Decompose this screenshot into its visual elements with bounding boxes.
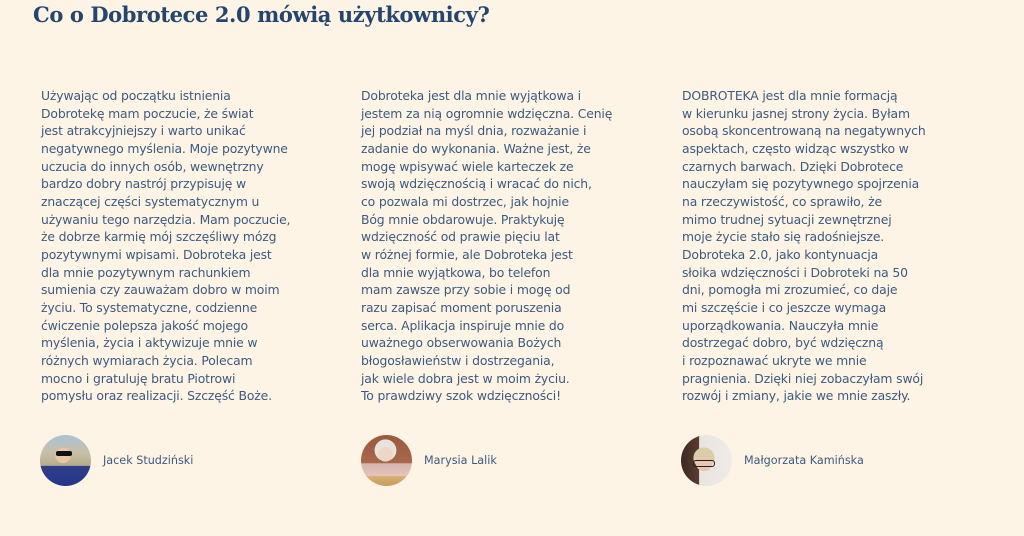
quote-line: rozwój i zmiany, jakie we mnie zaszły.	[682, 388, 911, 404]
quote-line: myślenia, życia i aktywizuje mnie w	[41, 335, 258, 351]
testimonial-author	[681, 435, 864, 486]
testimonial-card	[682, 87, 982, 405]
testimonial-author	[40, 435, 193, 486]
quote-line: Używając od początku istnienia	[41, 88, 231, 103]
testimonial-card	[41, 87, 341, 405]
quote-line: w różnej formie, ale Dobroteka jest	[361, 246, 573, 262]
quote-line: DOBROTEKA jest dla mnie formacją	[682, 88, 898, 103]
testimonial-quote	[682, 87, 982, 405]
avatar	[681, 435, 732, 486]
quote-line: używaniu tego narzędzia. Mam poczucie,	[41, 211, 291, 227]
quote-line: negatywnego myślenia. Moje pozytywne	[41, 140, 288, 156]
quote-line: nauczyłam się pozytywnego spojrzenia	[682, 176, 920, 192]
quote-line: Dobrotekę mam poczucie, że świat	[41, 105, 254, 121]
avatar	[361, 435, 412, 486]
author-name: Jacek Studziński	[103, 454, 194, 467]
avatar	[40, 435, 91, 486]
quote-line: życiu. To systematyczne, codzienne	[41, 299, 258, 315]
quote-line: jestem za nią ogromnie wdzięczna. Cenię	[361, 105, 613, 121]
quote-line: znaczącej części systematycznym u	[41, 193, 260, 209]
quote-line: zadanie do wykonania. Ważne jest, że	[361, 140, 591, 156]
testimonial-quote	[361, 87, 661, 405]
quote-line: co pozwala mi dostrzec, jak hojnie	[361, 193, 569, 209]
quote-line: moje życie stało się radośniejsze.	[682, 229, 885, 245]
quote-line: jak wiele dobra jest w moim życiu.	[361, 370, 570, 386]
section-title: Co o Dobrotece 2.0 mówią użytkownicy?	[33, 2, 490, 27]
quote-line: i rozpoznawać ukryte we mnie	[682, 352, 867, 368]
quote-line: dni, pomogła mi zrozumieć, co daje	[682, 282, 898, 298]
quote-line: mi szczęście i co jeszcze wymaga	[682, 299, 887, 315]
quote-line: pragnienia. Dzięki niej zobaczyłam swój	[682, 370, 924, 386]
author-name: Małgorzata Kamińska	[744, 454, 864, 467]
quote-line: swoją wdzięcznością i wracać do nich,	[361, 176, 592, 192]
quote-line: mam zawsze przy sobie i mogę od	[361, 282, 571, 298]
quote-line: pozytywnymi wpisami. Dobroteka jest	[41, 246, 272, 262]
quote-line: Dobroteka jest dla mnie wyjątkowa i	[361, 88, 581, 103]
quote-line: dostrzegać dobro, być wdzięczną	[682, 335, 884, 351]
quote-line: osobą skoncentrowaną na negatywnych	[682, 123, 926, 139]
quote-line: że dobrze karmię mój szczęśliwy mózg	[41, 229, 277, 245]
testimonial-quote	[41, 87, 341, 405]
quote-line: czarnych barwach. Dzięki Dobrotece	[682, 158, 904, 174]
quote-line: w kierunku jasnej strony życia. Byłam	[682, 105, 910, 121]
testimonial-card	[361, 87, 661, 405]
quote-line: sumienia czy zauważam dobro w moim	[41, 282, 280, 298]
quote-line: różnych wymiarach życia. Polecam	[41, 352, 253, 368]
author-name: Marysia Lalik	[424, 454, 497, 467]
quote-line: Dobroteka 2.0, jako kontynuacja	[682, 246, 879, 262]
quote-line: mogę wpisywać wiele karteczek ze	[361, 158, 574, 174]
quote-line: serca. Aplikacja inspiruje mnie do	[361, 317, 565, 333]
quote-line: uważnego obserwowania Bożych	[361, 335, 562, 351]
quote-line: pomysłu oraz realizacji. Szczęść Boże.	[41, 388, 272, 404]
quote-line: ćwiczenie polepsza jakość mojego	[41, 317, 248, 333]
quote-line: mimo trudnej sytuacji zewnętrznej	[682, 211, 892, 227]
quote-line: uporządkowania. Nauczyła mnie	[682, 317, 879, 333]
quote-line: jest atrakcyjniejszy i warto unikać	[41, 123, 246, 139]
quote-line: dla mnie pozytywnym rachunkiem	[41, 264, 251, 280]
quote-line: uczucia do innych osób, wewnętrzny	[41, 158, 264, 174]
quote-line: słoika wdzięczności i Dobroteki na 50	[682, 264, 908, 280]
quote-line: bardzo dobry nastrój przypisuję w	[41, 176, 247, 192]
quote-line: jej podział na myśl dnia, rozważanie i	[361, 123, 587, 139]
quote-line: aspektach, często widząc wszystko w	[682, 140, 909, 156]
quote-line: razu zapisać moment poruszenia	[361, 299, 562, 315]
quote-line: dla mnie wyjątkowa, bo telefon	[361, 264, 551, 280]
quote-line: wdzięczność od prawie pięciu lat	[361, 229, 560, 245]
quote-line: błogosławieństw i dostrzegania,	[361, 352, 555, 368]
quote-line: To prawdziwy szok wdzięczności!	[361, 388, 561, 404]
quote-line: na rzeczywistość, co sprawiło, że	[682, 193, 882, 209]
quote-line: mocno i gratuluję bratu Piotrowi	[41, 370, 236, 386]
quote-line: Bóg mnie obdarowuje. Praktykuję	[361, 211, 565, 227]
testimonial-author	[361, 435, 497, 486]
